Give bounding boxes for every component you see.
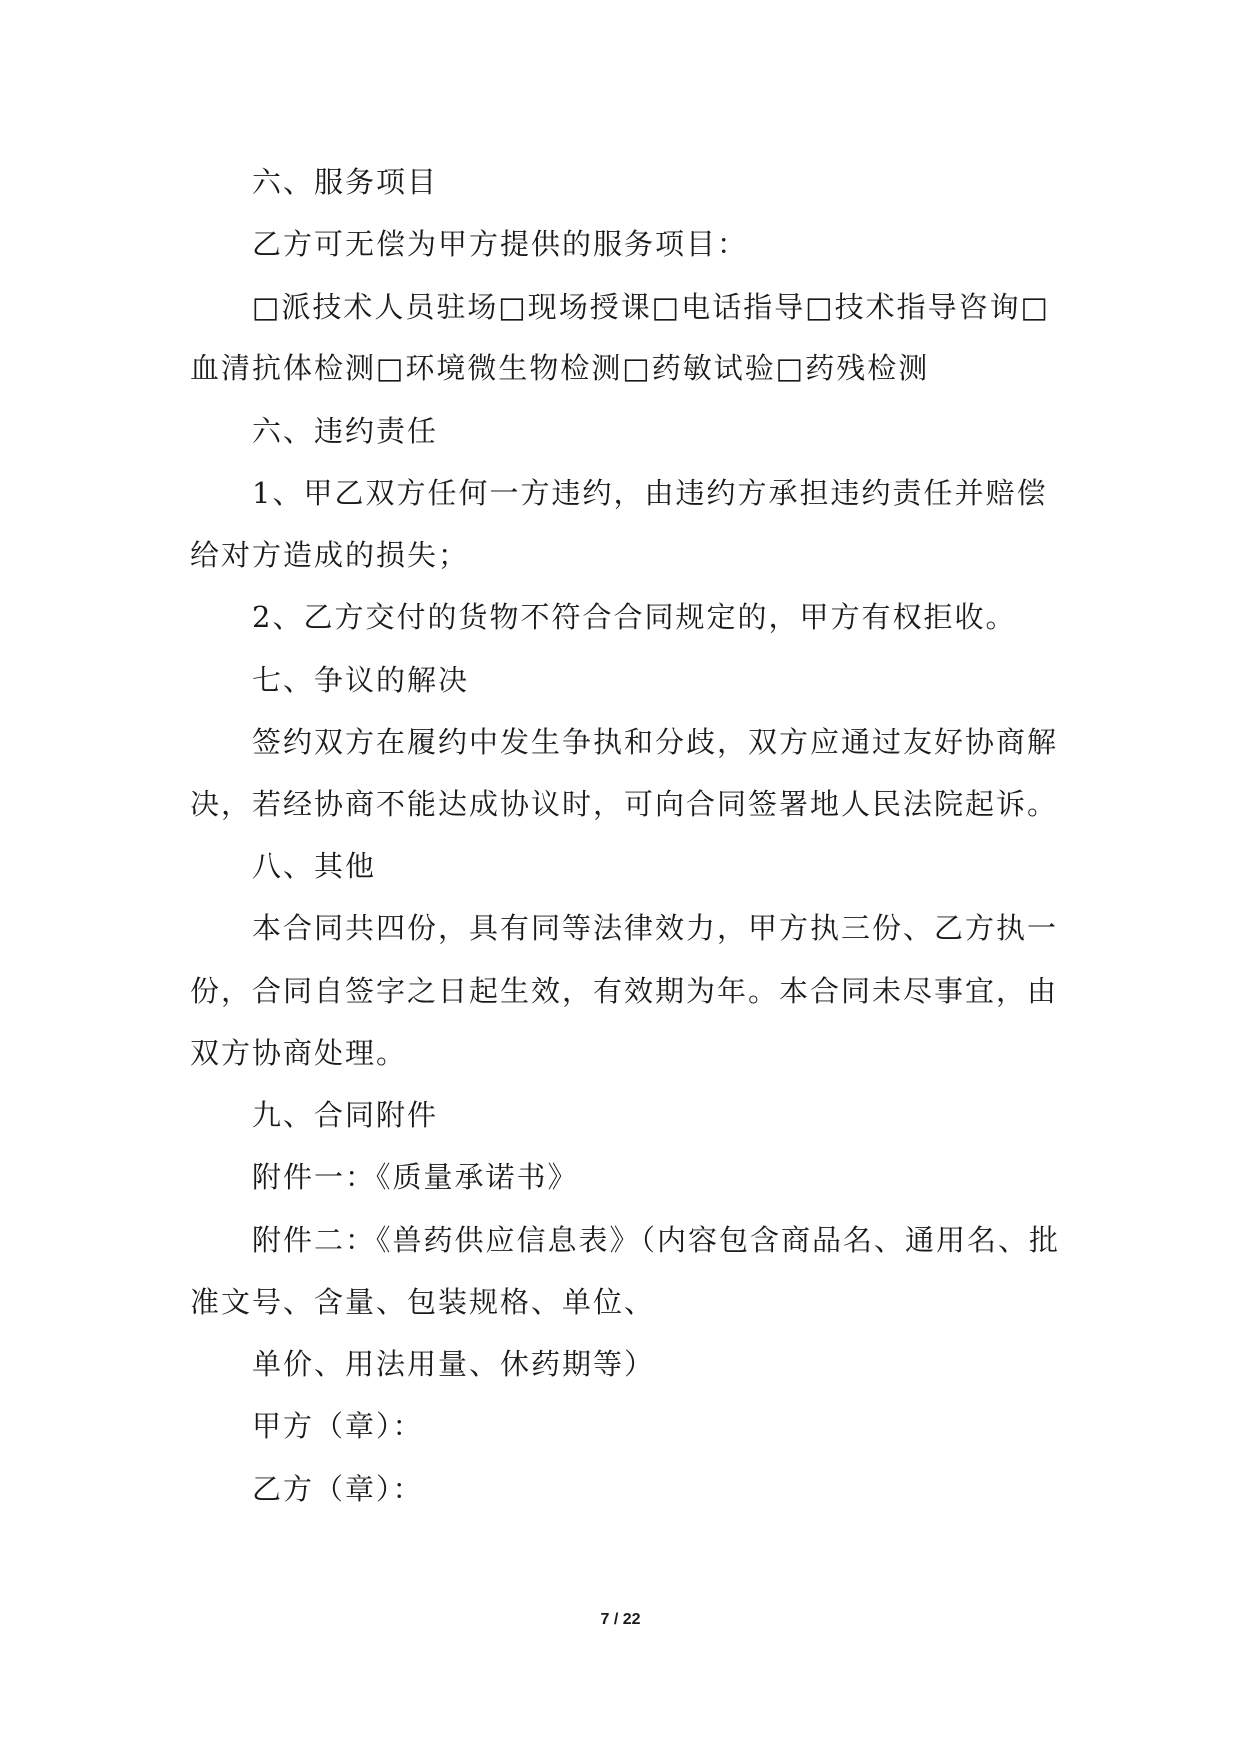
page-number: 7 / 22	[600, 1611, 641, 1628]
section-heading-liability: 六、违约责任	[252, 414, 439, 448]
paragraph-line: 1、甲乙双方任何一方违约，由违约方承担违约责任并赔偿	[252, 476, 1048, 510]
paragraph-line: 双方协商处理。	[190, 1036, 408, 1070]
paragraph-line: 给对方造成的损失；	[190, 538, 470, 572]
paragraph-line: 乙方可无偿为甲方提供的服务项目：	[252, 227, 749, 261]
attachment-line: 单价、用法用量、休药期等）	[252, 1347, 656, 1381]
attachment-line: 准文号、含量、包装规格、单位、	[190, 1285, 656, 1319]
section-heading-attachments: 九、合同附件	[252, 1098, 439, 1132]
attachment-line: 附件一：《质量承诺书》	[252, 1160, 579, 1194]
paragraph-line: 本合同共四份，具有同等法律效力，甲方执三份、乙方执一	[252, 911, 1059, 945]
party-a-seal-label: 甲方（章）：	[252, 1409, 424, 1443]
paragraph-line: 2、乙方交付的货物不符合合同规定的，甲方有权拒收。	[252, 600, 1017, 634]
checkbox-options-line: □派技术人员驻场□现场授课□电话指导□技术指导咨询□	[252, 290, 1051, 324]
section-heading-other: 八、其他	[252, 849, 377, 883]
paragraph-line: 决，若经协商不能达成协议时，可向合同签署地人民法院起诉。	[190, 787, 1059, 821]
paragraph-line: 签约双方在履约中发生争执和分歧，双方应通过友好协商解	[252, 725, 1059, 759]
paragraph-line: 份，合同自签字之日起生效，有效期为年。本合同未尽事宜，由	[190, 974, 1059, 1008]
section-heading-services: 六、服务项目	[252, 165, 439, 199]
attachment-line: 附件二：《兽药供应信息表》（内容包含商品名、通用名、批	[252, 1223, 1061, 1257]
party-b-seal-label: 乙方（章）：	[252, 1472, 424, 1506]
section-heading-dispute: 七、争议的解决	[252, 663, 470, 697]
checkbox-options-line: 血清抗体检测□环境微生物检测□药敏试验□药残检测	[190, 351, 930, 385]
